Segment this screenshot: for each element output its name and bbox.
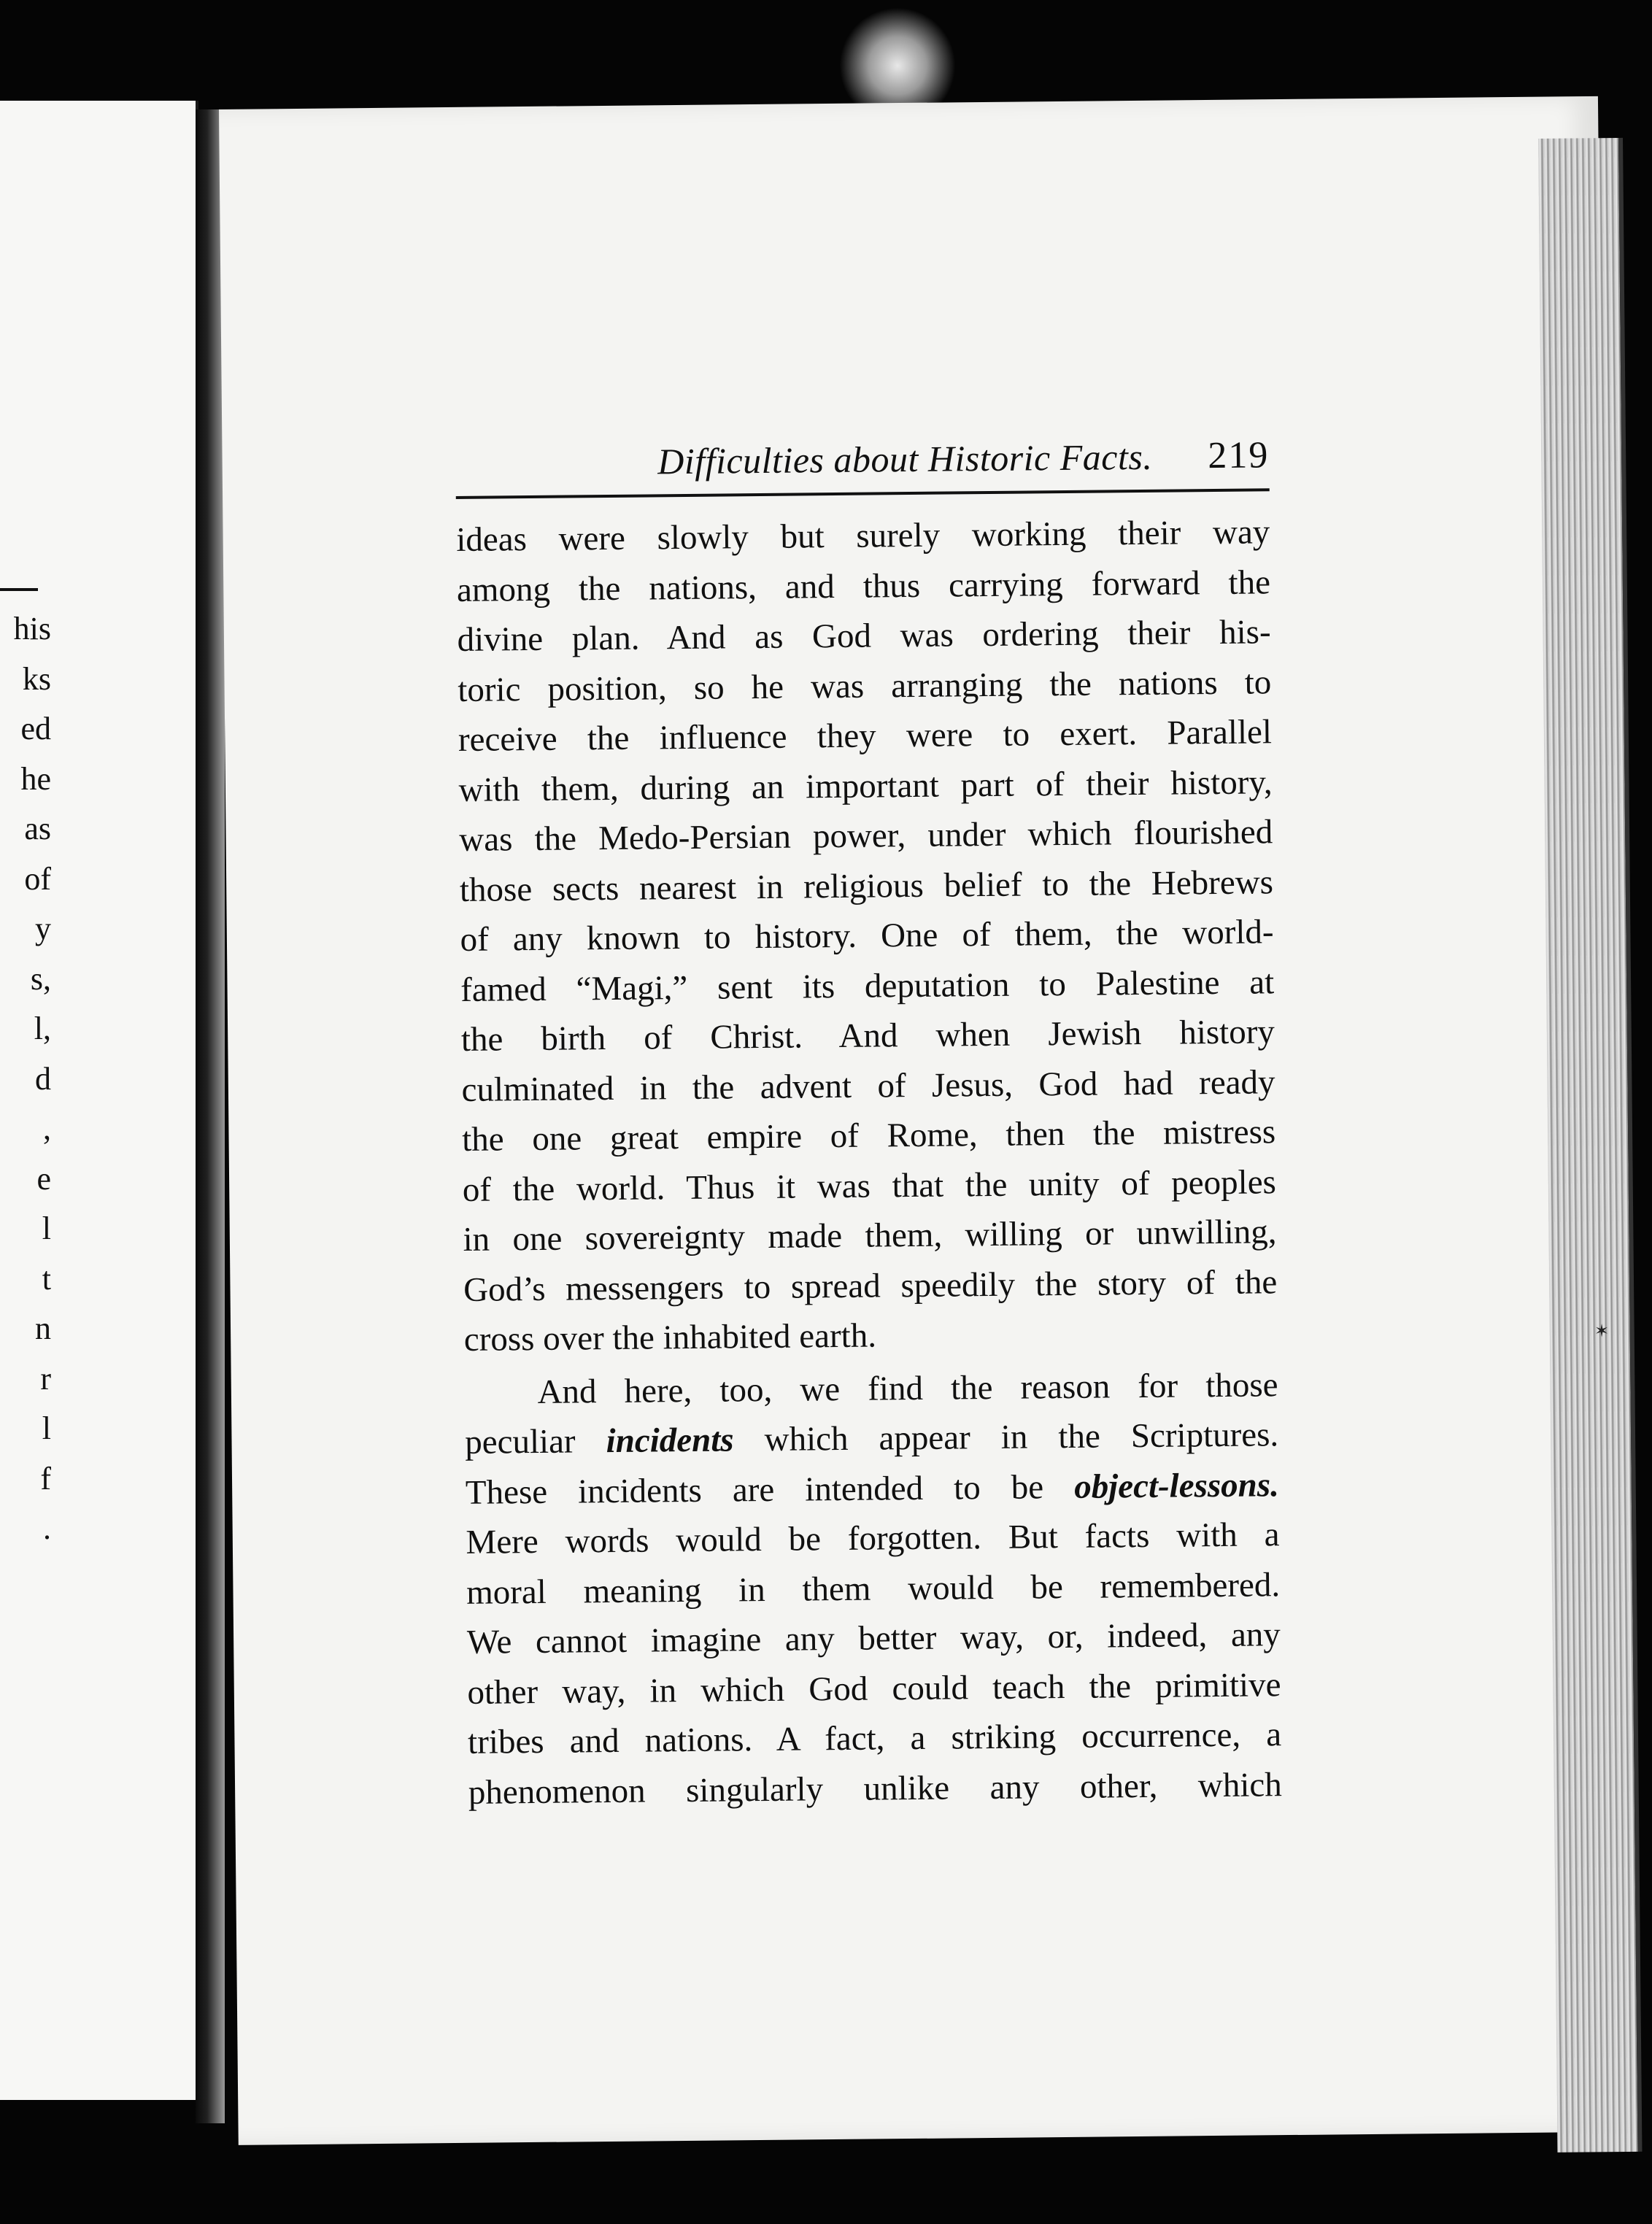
text-run: These incidents are intended to be [465, 1467, 1075, 1512]
previous-page-fragment: he [20, 760, 51, 797]
text-line [465, 1410, 1279, 1467]
previous-page-fragment: . [43, 1510, 51, 1546]
text-line: ideas were slowly but surely working their way [456, 513, 1270, 559]
page-edge-mark: ✶ [1594, 1321, 1610, 1341]
text-line: And here, too, we find the reason for those [537, 1365, 1278, 1411]
previous-page-fragment: ed [20, 711, 51, 746]
emphasized-word: object-lessons. [1073, 1465, 1280, 1506]
previous-page-fragment: , [43, 1111, 51, 1146]
previous-page-fragment: d [35, 1060, 51, 1097]
text-line: with them, during an important part of their history, [458, 762, 1273, 809]
text-line: other way, in which God could teach the primitive [467, 1665, 1281, 1712]
previous-page-fragment: e [36, 1160, 51, 1197]
text-line: was the Medo-Persian power, under which flourished [459, 813, 1273, 859]
text-line: toric position, so he was arranging the nations to [458, 663, 1272, 709]
page-number: 219 [1208, 434, 1270, 477]
text-line: in one sovereignty made them, willing or unwilling, [463, 1213, 1277, 1259]
text-line: of the world. Thus it was that the unity of peoples [462, 1162, 1277, 1209]
emphasized-word: incidents [606, 1421, 734, 1461]
previous-page-fragment: f [40, 1460, 51, 1497]
text-line: phenomenon singularly unlike any other, which [468, 1765, 1283, 1812]
text-line: Mere words would be forgotten. But facts with a [466, 1516, 1280, 1561]
previous-page-fragment: his [13, 611, 51, 646]
previous-page-fragment: r [40, 1360, 51, 1397]
text-line: tribes and nations. A fact, a striking occurrence, a [467, 1715, 1282, 1761]
paragraph-2-rest [466, 1510, 1282, 1818]
previous-page-fragment: l, [34, 1011, 51, 1046]
text-line: God’s messengers to spread speedily the story of the [463, 1262, 1278, 1309]
text-line: receive the influence they were to exert. Parallel [458, 713, 1273, 759]
text-line: divine plan. And as God was ordering their his- [457, 613, 1271, 659]
text-line: those sects nearest in religious belief to the Hebrews [459, 862, 1274, 909]
text-line: the birth of Christ. And when Jewish history [460, 1013, 1275, 1059]
previous-page-fragment: of [24, 860, 51, 897]
running-head-title: Difficulties about Historic Facts. [657, 436, 1153, 482]
text-line: moral meaning in them would be remembered. [466, 1565, 1281, 1612]
previous-page-fragment: s, [30, 960, 51, 997]
previous-page-fragment: y [35, 911, 51, 946]
previous-page-fragment: ks [22, 660, 51, 697]
text-line: We cannot imagine any better way, or, indeed, any [466, 1615, 1281, 1661]
text-run: peculiar [464, 1422, 606, 1462]
previous-page-fragment: n [35, 1310, 51, 1346]
previous-page-text [0, 604, 51, 1554]
previous-page-fragment: t [42, 1260, 51, 1297]
text-line: culminated in the advent of Jesus, God had ready [461, 1062, 1275, 1109]
book-gutter [196, 109, 225, 2123]
text-line: of any known to history. One of them, the world- [460, 913, 1274, 959]
page-text-block [455, 430, 1282, 1818]
text-line [466, 1460, 1280, 1518]
previous-page-fragment: l [42, 1410, 51, 1446]
running-head [455, 430, 1270, 496]
paragraph-2 [464, 1360, 1282, 1818]
text-line: among the nations, and thus carrying forward the [456, 563, 1271, 609]
text-line: cross over the inhabited earth. [463, 1316, 877, 1359]
previous-page-rule [0, 588, 38, 591]
previous-page-fragment: as [24, 811, 51, 846]
text-line: the one great empire of Rome, then the mistress [461, 1113, 1276, 1159]
text-run: which appear in the Scriptures. [733, 1416, 1279, 1459]
previous-page [0, 101, 198, 2100]
paragraph-1 [456, 507, 1278, 1364]
text-line: famed “Magi,” sent its deputation to Palestine at [460, 962, 1275, 1009]
previous-page-fragment: l [42, 1211, 51, 1246]
